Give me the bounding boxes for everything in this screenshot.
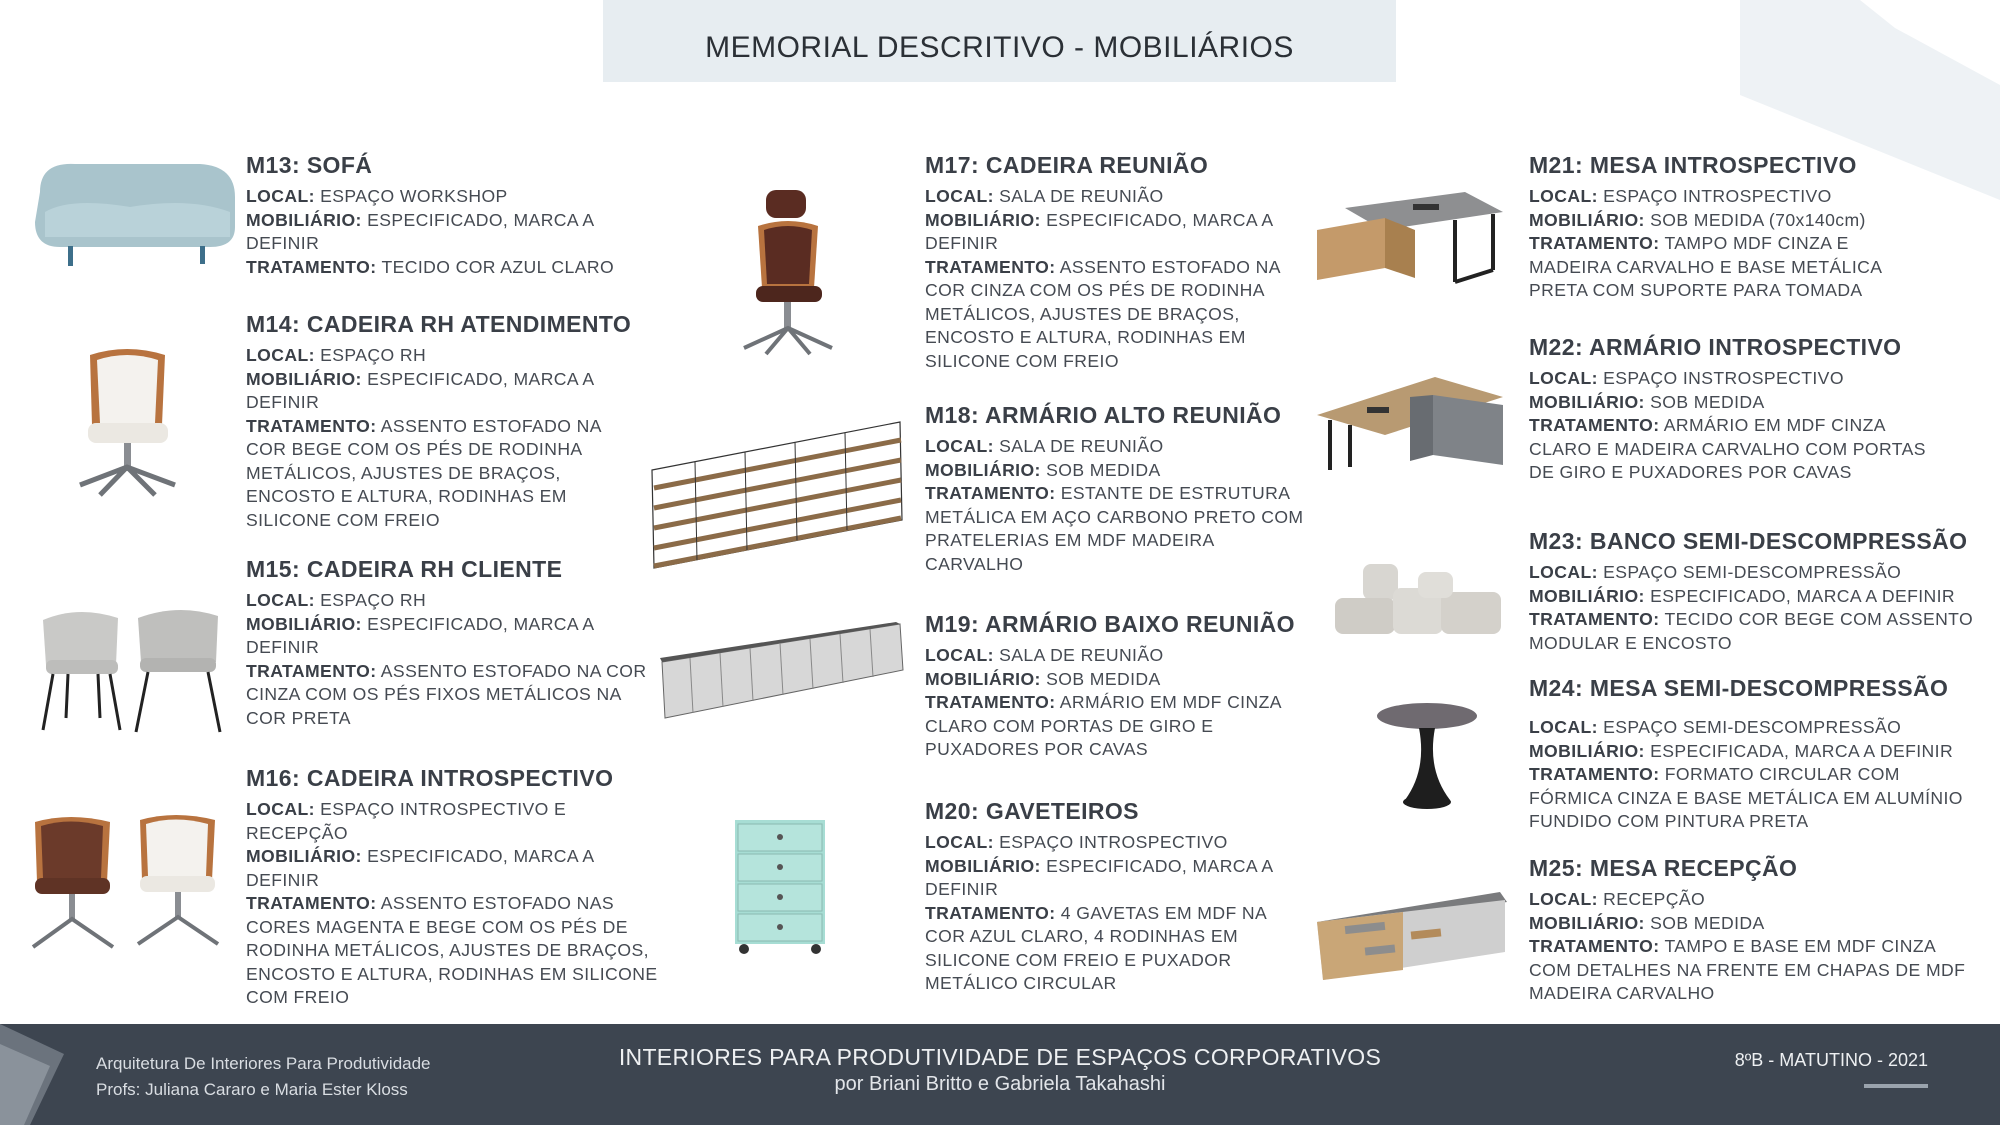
office-chair-beige-image bbox=[70, 345, 185, 497]
footer-course-info bbox=[96, 1051, 431, 1103]
item-title: M23: BANCO SEMI-DESCOMPRESSÃO bbox=[1529, 528, 1968, 554]
round-table-image bbox=[1375, 700, 1480, 812]
introspective-desk-image bbox=[1315, 190, 1505, 285]
item-title: M13: SOFÁ bbox=[246, 152, 373, 178]
tall-shelf-image bbox=[650, 420, 905, 570]
footer bbox=[0, 1024, 2000, 1125]
item-title: M19: ARMÁRIO BAIXO REUNIÃO bbox=[925, 611, 1295, 637]
footer-project-title: INTERIORES PARA PRODUTIVIDADE DE ESPAÇOS CORPORATIVOS bbox=[618, 1044, 1382, 1070]
guest-chairs-image bbox=[38, 600, 223, 735]
item-m21: M21: MESA INTROSPECTIVO LOCAL: ESPAÇO INTROSPECTIVO MOBILIÁRIO: SOB MEDIDA (70x140cm) TRATAMENTO: TAMPO MDF CINZA E MADEIRA CARVALHO E BASE METÁLICA PRETA COM SUPORTE PARA TOMADA bbox=[1529, 152, 1919, 303]
item-m15: M15: CADEIRA RH CLIENTE LOCAL: ESPAÇO RH MOBILIÁRIO: ESPECIFICADO, MARCA A DEFINIR TRATAMENTO: ASSENTO ESTOFADO NA COR CINZA COM OS PÉS FIXOS METÁLICOS NA COR PRETA bbox=[246, 556, 666, 730]
item-m17: M17: CADEIRA REUNIÃO LOCAL: SALA DE REUNIÃO MOBILIÁRIO: ESPECIFICADO, MARCA A DEFINIR TRATAMENTO: ASSENTO ESTOFADO NA COR CINZA COM OS PÉS DE RODINHA METÁLICOS, AJUSTES DE BRAÇOS, ENCOSTO E ALTURA, RODINHAS EM SILICONE COM FREIO bbox=[925, 152, 1315, 373]
footer-class-year: 8ºB - MATUTINO - 2021 bbox=[1734, 1050, 1928, 1070]
item-m23: M23: BANCO SEMI-DESCOMPRESSÃO LOCAL: ESPAÇO SEMI-DESCOMPRESSÃO MOBILIÁRIO: ESPECIFICADO, MARCA A DEFINIR TRATAMENTO: TECIDO COR BEGE COM ASSENTO MODULAR E ENCOSTO bbox=[1529, 528, 1979, 655]
item-m18: M18: ARMÁRIO ALTO REUNIÃO LOCAL: SALA DE REUNIÃO MOBILIÁRIO: SOB MEDIDA TRATAMENTO: ESTANTE DE ESTRUTURA METÁLICA EM AÇO CARBONO PRETO COM PRATELERIAS EM MDF MADEIRA CARVALHO bbox=[925, 402, 1315, 576]
item-m19: M19: ARMÁRIO BAIXO REUNIÃO LOCAL: SALA DE REUNIÃO MOBILIÁRIO: SOB MEDIDA TRATAMENTO: ARMÁRIO EM MDF CINZA CLARO COM PORTAS DE GIRO E PUXADORES POR CAVAS bbox=[925, 611, 1295, 759]
footer-triangle-decoration bbox=[0, 1024, 70, 1125]
sofa-image bbox=[30, 152, 240, 270]
reception-desk-image bbox=[1315, 890, 1510, 982]
item-m20: M20: GAVETEIROS LOCAL: ESPAÇO INTROSPECTIVO MOBILIÁRIO: ESPECIFICADO, MARCA A DEFINIR TRATAMENTO: 4 GAVETAS EM MDF NA COR AZUL CLARO, 4 RODINHAS EM SILICONE COM FREIO E PUXADOR METÁLICO CIRCULAR bbox=[925, 798, 1305, 996]
item-title: M20: GAVETEIROS bbox=[925, 798, 1139, 824]
modular-bench-image bbox=[1333, 562, 1503, 637]
item-title: M15: CADEIRA RH CLIENTE bbox=[246, 556, 563, 582]
footer-project-info bbox=[500, 1044, 1500, 1096]
header-title-box bbox=[603, 0, 1396, 82]
introspective-cabinet-desk-image bbox=[1315, 375, 1505, 470]
item-title: M18: ARMÁRIO ALTO REUNIÃO bbox=[925, 402, 1282, 428]
item-title: M25: MESA RECEPÇÃO bbox=[1529, 855, 1798, 881]
office-chairs-pair-image bbox=[25, 812, 230, 957]
item-title: M14: CADEIRA RH ATENDIMENTO bbox=[246, 311, 632, 337]
item-m24: M24: MESA SEMI-DESCOMPRESSÃO LOCAL: ESPAÇO SEMI-DESCOMPRESSÃO MOBILIÁRIO: ESPECIFICADA, MARCA A DEFINIR TRATAMENTO: FORMATO CIRCULAR COM FÓRMICA CINZA E BASE METÁLICA EM ALUMÍNIO FUNDIDO COM PINTURA PRETA bbox=[1529, 675, 1969, 834]
low-cabinet-image bbox=[660, 622, 905, 720]
footer-authors: por Briani Britto e Gabriela Takahashi bbox=[834, 1073, 1166, 1095]
item-m25: M25: MESA RECEPÇÃO LOCAL: RECEPÇÃO MOBILIÁRIO: SOB MEDIDA TRATAMENTO: TAMPO E BASE EM MDF CINZA COM DETALHES NA FRENTE EM CHAPAS DE MDF MADEIRA CARVALHO bbox=[1529, 855, 1969, 1006]
item-title: M16: CADEIRA INTROSPECTIVO bbox=[246, 765, 614, 791]
item-m16: M16: CADEIRA INTROSPECTIVO LOCAL: ESPAÇO INTROSPECTIVO E RECEPÇÃO MOBILIÁRIO: ESPECIFICADO, MARCA A DEFINIR TRATAMENTO: ASSENTO ESTOFADO NAS CORES MAGENTA E BEGE COM OS PÉS DE RODINHA METÁLICOS, AJUSTES DE BRAÇOS, ENCOSTO E ALTURA, RODINHAS EM SILICONE COM FREIO bbox=[246, 765, 666, 1010]
item-m14: M14: CADEIRA RH ATENDIMENTO LOCAL: ESPAÇO RH MOBILIÁRIO: ESPECIFICADO, MARCA A DEFINIR TRATAMENTO: ASSENTO ESTOFADO NA COR BEGE COM OS PÉS DE RODINHA METÁLICOS, AJUSTES DE BRAÇOS, ENCOSTO E ALTURA, RODINHAS EM SILICONE COM FREIO bbox=[246, 311, 646, 532]
drawer-unit-image bbox=[730, 818, 830, 954]
item-title: M24: MESA SEMI-DESCOMPRESSÃO bbox=[1529, 675, 1949, 701]
footer-professors: Profs: Juliana Cararo e Maria Ester Kloss bbox=[96, 1080, 408, 1099]
meeting-chair-image bbox=[738, 188, 838, 356]
item-m13: M13: SOFÁ LOCAL: ESPAÇO WORKSHOP MOBILIÁRIO: ESPECIFICADO, MARCA A DEFINIR TRATAMENTO: TECIDO COR AZUL CLARO bbox=[246, 152, 666, 279]
item-title: M22: ARMÁRIO INTROSPECTIVO bbox=[1529, 334, 1902, 360]
footer-course-name: Arquitetura De Interiores Para Produtividade bbox=[96, 1054, 431, 1073]
page-title: MEMORIAL DESCRITIVO - MOBILIÁRIOS bbox=[705, 31, 1294, 64]
item-title: M17: CADEIRA REUNIÃO bbox=[925, 152, 1209, 178]
item-m22: M22: ARMÁRIO INTROSPECTIVO LOCAL: ESPAÇO INSTROSPECTIVO MOBILIÁRIO: SOB MEDIDA TRATAMENTO: ARMÁRIO EM MDF CINZA CLARO E MADEIRA CARVALHO COM PORTAS DE GIRO E PUXADORES POR CAVAS bbox=[1529, 334, 1949, 485]
footer-accent-bar bbox=[1864, 1084, 1928, 1088]
item-title: M21: MESA INTROSPECTIVO bbox=[1529, 152, 1857, 178]
